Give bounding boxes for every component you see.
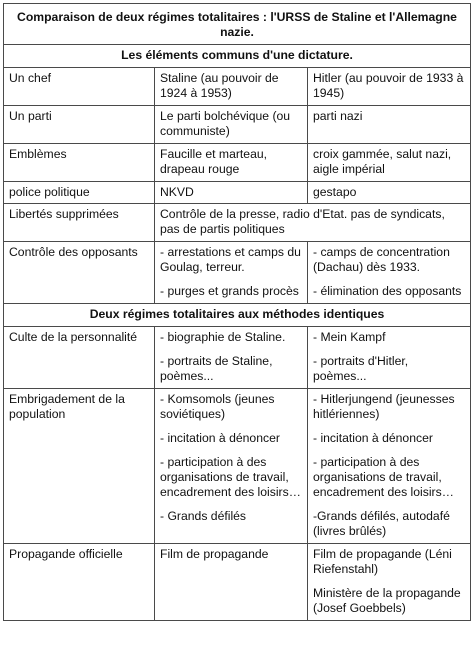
table-row — [4, 144, 471, 182]
urss-cell: Faucille et marteau, drapeau rouge — [155, 144, 308, 182]
row-label: Culte de la personnalité — [4, 327, 155, 389]
title-line-2: nazie. — [220, 25, 254, 39]
nazi-cell: - camps de concentration (Dachau) dès 1933. - élimination des opposants — [308, 242, 471, 304]
row-label: Propagande officielle — [4, 544, 155, 621]
table-row — [4, 242, 471, 304]
shared-cell: Contrôle de la presse, radio d'Etat. pas de syndicats, pas de partis politiques — [155, 204, 471, 242]
section-header-methodes: Deux régimes totalitaires aux méthodes identiques — [4, 304, 471, 327]
table-row — [4, 544, 471, 621]
table-row — [4, 389, 471, 544]
title-line-1: Comparaison de deux régimes totalitaires : l'URSS de Staline et l'Allemagne — [17, 10, 457, 24]
row-label: Libertés supprimées — [4, 204, 155, 242]
row-label: police politique — [4, 182, 155, 204]
urss-cell: - arrestations et camps du Goulag, terreur. - purges et grands procès — [155, 242, 308, 304]
table-row — [4, 68, 471, 106]
nazi-cell: gestapo — [308, 182, 471, 204]
row-label: Un chef — [4, 68, 155, 106]
comparison-table — [3, 3, 471, 621]
row-label: Contrôle des opposants — [4, 242, 155, 304]
table-row — [4, 327, 471, 389]
urss-cell: Film de propagande — [155, 544, 308, 621]
section-header-dictature: Les éléments communs d'une dictature. — [4, 45, 471, 68]
urss-cell: Staline (au pouvoir de 1924 à 1953) — [155, 68, 308, 106]
row-label: Un parti — [4, 106, 155, 144]
table-row — [4, 182, 471, 204]
nazi-cell: - Mein Kampf - portraits d'Hitler, poèmes... — [308, 327, 471, 389]
table-row — [4, 204, 471, 242]
comparison-document — [3, 3, 470, 621]
urss-cell: NKVD — [155, 182, 308, 204]
row-label: Embrigadement de la population — [4, 389, 155, 544]
urss-cell: - Komsomols (jeunes soviétiques) - incitation à dénoncer - participation à des organisations de travail, encadrement des loisirs… - Grands défilés — [155, 389, 308, 544]
nazi-cell: croix gammée, salut nazi, aigle impérial — [308, 144, 471, 182]
urss-cell: - biographie de Staline. - portraits de Staline, poèmes... — [155, 327, 308, 389]
table-row — [4, 106, 471, 144]
urss-cell: Le parti bolchévique (ou communiste) — [155, 106, 308, 144]
nazi-cell: Film de propagande (Léni Riefenstahl) Ministère de la propagande (Josef Goebbels) — [308, 544, 471, 621]
table-title — [4, 4, 471, 45]
nazi-cell: - Hitlerjungend (jeunesses hitlériennes) - incitation à dénoncer - participation à des organisations de travail, encadrement des loisirs… -Grands défilés, autodafé (livres brûlés) — [308, 389, 471, 544]
nazi-cell: parti nazi — [308, 106, 471, 144]
row-label: Emblèmes — [4, 144, 155, 182]
nazi-cell: Hitler (au pouvoir de 1933 à 1945) — [308, 68, 471, 106]
